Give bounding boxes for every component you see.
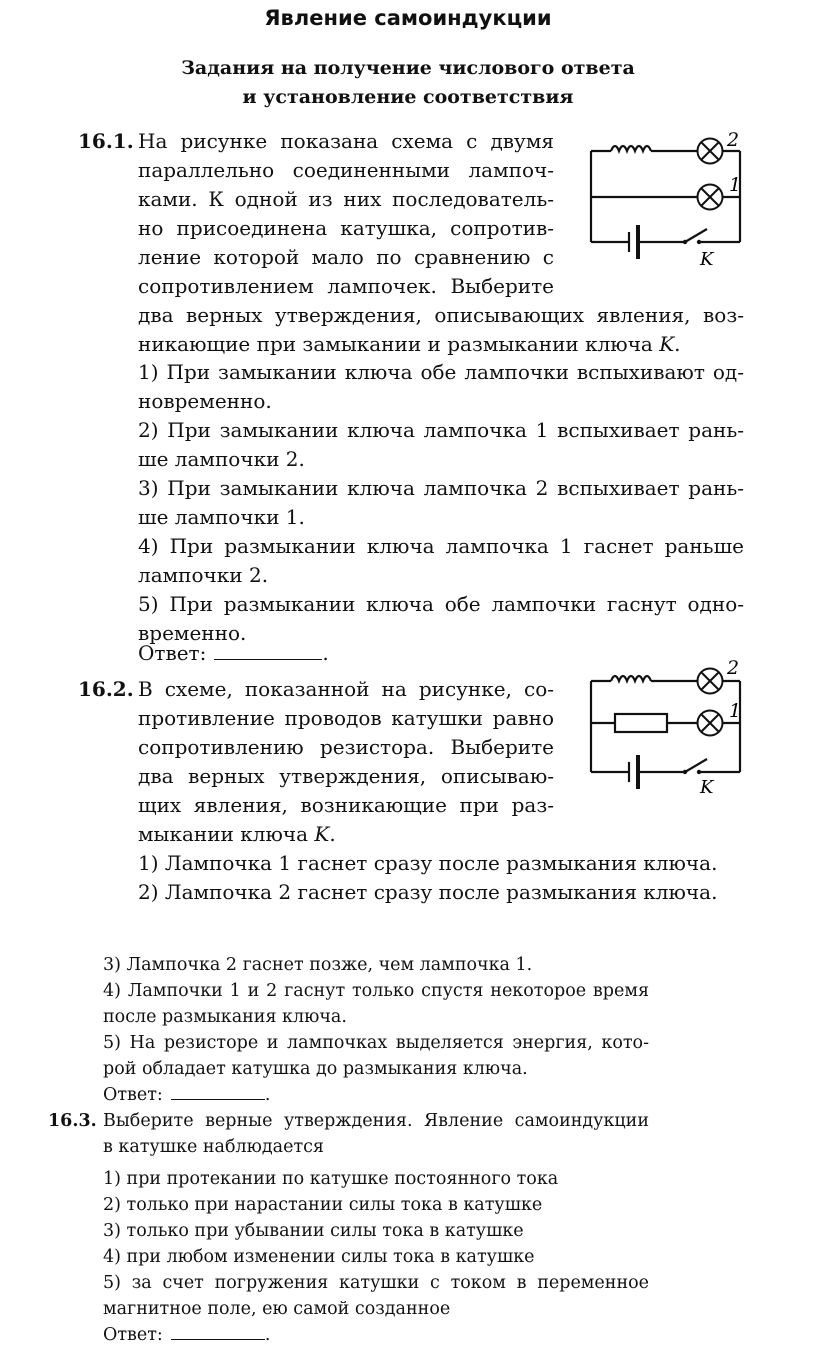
task-text-line: параллельно соединенными лампоч-	[138, 158, 554, 182]
lamp-label: 1	[729, 174, 742, 196]
option-item	[103, 1270, 649, 1322]
option-item: 4) при любом изменении силы тока в катушке	[103, 1247, 535, 1267]
task-text-line: ками. К одной из них последователь-	[138, 187, 554, 211]
lamp-label: 1	[729, 700, 742, 722]
option-line: лампочки 2.	[138, 563, 269, 587]
task-text-line: но присоединена катушка, сопротив-	[138, 216, 554, 240]
option-line: 5) На резисторе и лампочках выделяется энергия, кото-	[103, 1033, 649, 1053]
circuit-diagram-1	[585, 125, 755, 270]
answer-blank[interactable]	[171, 1098, 265, 1100]
option-line: 3) Лампочка 2 гаснет позже, чем лампочка 1.	[103, 955, 533, 975]
option-line: 4) Лампочки 1 и 2 гаснут только спустя некоторое время	[103, 981, 649, 1001]
task-text-line: ление которой мало по сравнению с	[138, 245, 554, 269]
option-line: после размыкания ключа.	[103, 1007, 347, 1027]
option-line: временно.	[138, 621, 247, 645]
task-text-line: в катушке наблюдается	[103, 1137, 324, 1157]
answer-blank[interactable]	[214, 658, 322, 660]
option-line: 2) При замыкании ключа лампочка 1 вспыхивает рань-	[138, 418, 744, 442]
option-item: 1) при протекании по катушке постоянного тока	[103, 1169, 559, 1189]
task-number: 16.1.	[78, 129, 134, 153]
option-item: 1) Лампочка 1 гаснет сразу после размыкания ключа.	[138, 851, 718, 875]
option-item: 2) Лампочка 2 гаснет сразу после размыкания ключа.	[138, 880, 718, 904]
option-list	[138, 849, 744, 907]
lamp-icon	[698, 711, 723, 736]
option-line: 1) При замыкании ключа обе лампочки вспыхивают од-	[138, 360, 744, 384]
page-title: Явление самоиндукции	[264, 6, 552, 30]
key-label: K	[700, 249, 714, 270]
task-text-line: В схеме, показанной на рисунке, со-	[138, 677, 554, 701]
option-list	[103, 952, 649, 1082]
lamp-label: 2	[727, 129, 740, 151]
lamp-icon	[698, 185, 723, 210]
subtitle-line-1: Задания на получение числового ответа	[181, 57, 635, 79]
task-text-line: щих явления, возникающие при раз-	[138, 793, 554, 817]
task-text-full	[138, 301, 744, 359]
option-item	[103, 978, 649, 1030]
task-text-wrapped	[138, 127, 554, 301]
option-item	[103, 1030, 649, 1082]
option-line: 4) При размыкании ключа лампочка 1 гаснет раньше	[138, 534, 744, 558]
option-item	[138, 474, 744, 532]
key-symbol: K	[314, 822, 330, 846]
task-text-line: сопротивлением лампочек. Выберите	[138, 274, 554, 298]
option-line: новременно.	[138, 389, 272, 413]
answer-label: Ответ:	[138, 641, 207, 665]
section-subtitle	[0, 54, 816, 112]
answer-line: Ответ: .	[103, 1085, 271, 1105]
option-line: 5) При размыкании ключа обе лампочки гаснут одно-	[138, 592, 744, 616]
option-line: 3) При замыкании ключа лампочка 2 вспыхивает рань-	[138, 476, 744, 500]
lamp-icon	[698, 669, 723, 694]
option-item	[138, 358, 744, 416]
answer-blank[interactable]	[171, 1338, 265, 1340]
option-list	[103, 1166, 649, 1322]
lamp-icon	[698, 139, 723, 164]
option-item	[103, 952, 649, 978]
task-number: 16.2.	[78, 677, 134, 701]
task-text-wrapped	[138, 675, 554, 849]
option-item: 3) только при убывании силы тока в катушке	[103, 1221, 524, 1241]
key-symbol: K	[659, 332, 675, 356]
key-label: K	[700, 777, 714, 798]
task-text-line: два верных утверждения, описывающих явления, воз-	[138, 303, 744, 327]
answer-label: Ответ:	[103, 1325, 163, 1345]
text-span: мыкании ключа	[138, 822, 309, 846]
answer-line: Ответ: .	[103, 1325, 271, 1345]
text-span: никающие при замыкании и размыкании ключа	[138, 332, 653, 356]
task-number: 16.3.	[48, 1111, 97, 1131]
battery-icon	[629, 225, 638, 259]
text-span: .	[329, 822, 336, 846]
option-line: магнитное поле, ею самой созданное	[103, 1299, 451, 1319]
text-span: .	[674, 332, 681, 356]
option-item: 2) только при нарастании силы тока в катушке	[103, 1195, 543, 1215]
option-line: ше лампочки 1.	[138, 505, 305, 529]
task-text-line-last	[138, 330, 744, 359]
task-text-line: сопротивлению резистора. Выберите	[138, 735, 554, 759]
option-item	[138, 532, 744, 590]
task-text-line: На рисунке показана схема с двумя	[138, 129, 554, 153]
task-text-line: противление проводов катушки равно	[138, 706, 554, 730]
task-text-line-last	[138, 820, 554, 849]
option-line: ше лампочки 2.	[138, 447, 305, 471]
option-list	[138, 358, 744, 648]
task-text-line: два верных утверждения, описываю-	[138, 764, 554, 788]
circuit-diagram-2	[585, 655, 755, 800]
task-text	[103, 1108, 649, 1160]
subtitle-line-2: и установление соответствия	[242, 86, 574, 108]
task-text-line: Выберите верные утверждения. Явление самоиндукции	[103, 1111, 649, 1131]
answer-line: Ответ: .	[138, 641, 329, 665]
answer-label: Ответ:	[103, 1085, 163, 1105]
option-item	[138, 416, 744, 474]
resistor-icon	[615, 714, 667, 732]
lamp-label: 2	[727, 657, 740, 679]
option-line: рой обладает катушка до размыкания ключа.	[103, 1059, 528, 1079]
option-line: 5) за счет погружения катушки с током в переменное	[103, 1273, 649, 1293]
battery-icon	[629, 755, 638, 789]
